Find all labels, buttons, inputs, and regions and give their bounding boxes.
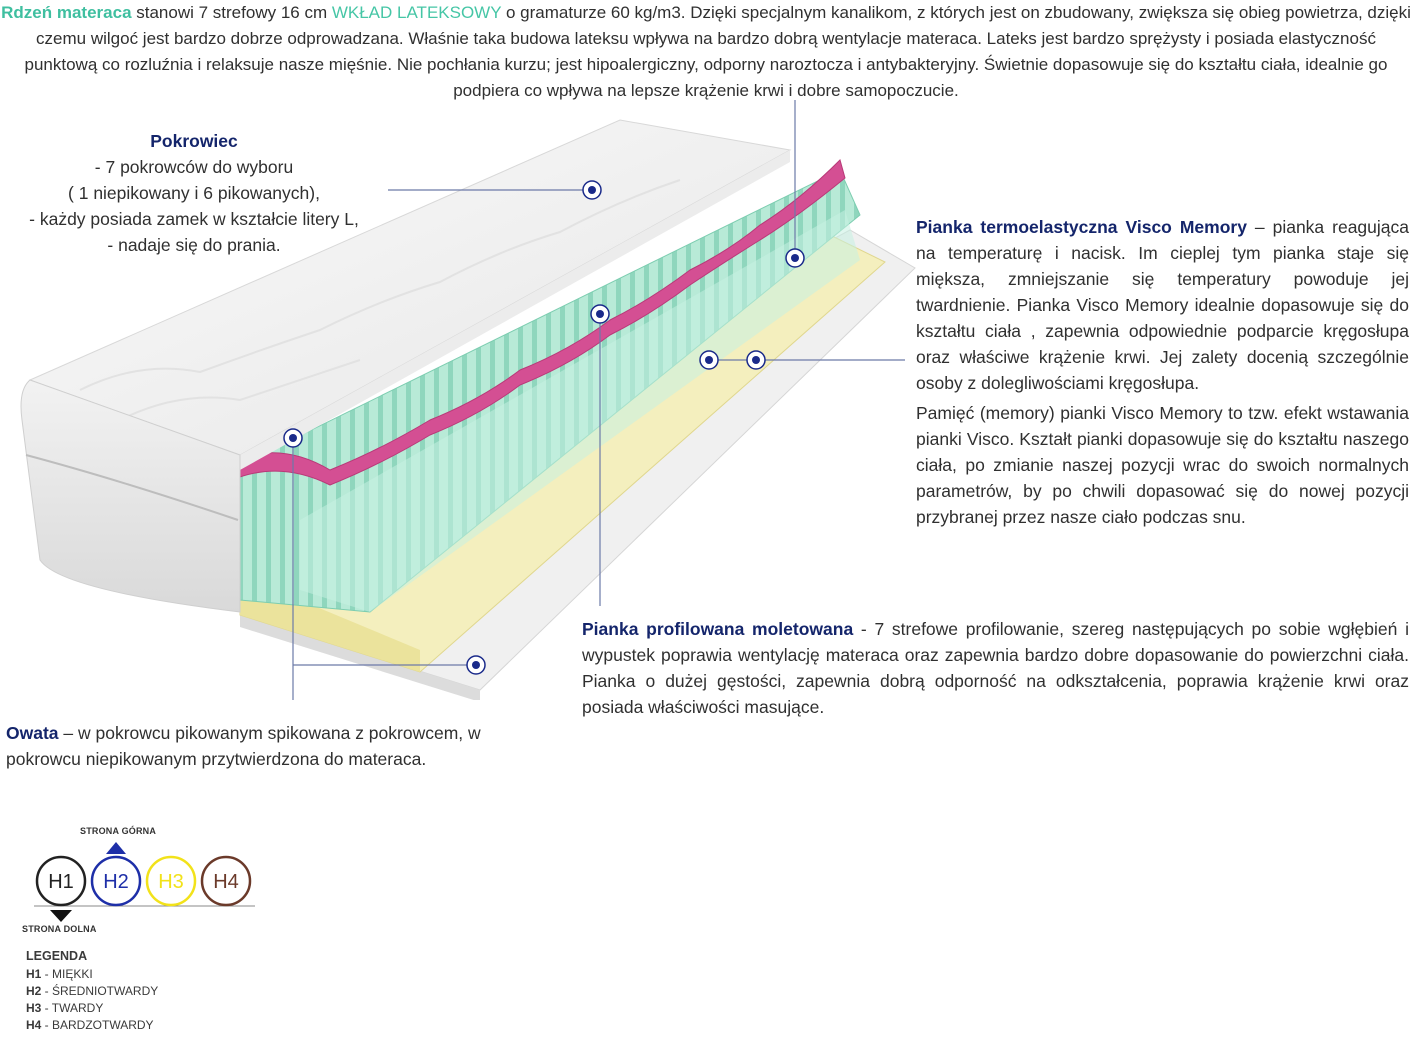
- latex-label: WKŁAD LATEKSOWY: [331, 3, 502, 22]
- intro-text-2: o gramaturze 60 kg/m3. Dzięki specjalnym kanalikom, z których jest on zbudowany, zwiększa się obieg powietrza, dzięki czemu wilgoć jest bardzo dobrze odprowadzana. Właśnie taka budowa lateksu wpływa na bardzo dobrą wentylacje materaca. Lateks jest bardzo sprężysty i posiada elastyczność punktową co rozluźnia i relaksuje nasze mięśnie. Nie pochłania kurzu; jest hipoalergiczny, odporny naroztocza i antybakteryjny. Świetnie dopasowuje się do kształtu ciała, idealnie go podpiera co wpływa na lepsze krążenie krwi i dobre samopoczucie.: [24, 3, 1411, 100]
- cover-line-4: - nadaje się do prania.: [107, 235, 281, 255]
- visco-paragraph-1: [916, 214, 1409, 396]
- circle-h2: [92, 857, 140, 905]
- circle-h3-label: H3: [158, 871, 184, 893]
- cover-title: Pokrowiec: [150, 131, 238, 151]
- wadding-description: [6, 720, 536, 772]
- cover-line-2: ( 1 niepikowany i 6 pikowanych),: [68, 183, 320, 203]
- marker-visco: [786, 249, 804, 267]
- cover-line-1: - 7 pokrowców do wyboru: [94, 157, 294, 177]
- visco-text-1: – pianka reagująca na temperaturę i nacisk. Im cieplej tym pianka staje się miększa, zmniejszanie się temperatury powoduje jej twardnienie. Pianka Visco Memory idealnie dopasowuje się do kształtu ciała , zapewnia odpowiednie podparcie kręgosłupa oraz właściwe krążenie krwi. Jej zalety docenią szczególnie osoby z dolegliwościami kręgosłupa.: [916, 217, 1409, 393]
- cover-description: [0, 128, 388, 258]
- marker-profiled: [591, 305, 609, 323]
- legend-item: H1 - MIĘKKI: [26, 967, 93, 981]
- visco-text-2: Pamięć (memory) pianki Visco Memory to tzw. efekt wstawania pianki Visco. Kształt pianki dopasowuje się do kształtu naszego ciała, po zmianie naszej pozycji wrac do swoich normalnych parametrów, by po chwili dopasować się do nowej pozycji przybranej przez nasze ciało podczas snu.: [916, 403, 1409, 527]
- circle-h4: [202, 857, 250, 905]
- visco-description: [916, 214, 1409, 530]
- wadding-title: Owata: [6, 723, 59, 743]
- legend-list: [26, 948, 158, 1034]
- marker-latex-a: [700, 351, 718, 369]
- top-side-label: STRONA GÓRNA: [80, 826, 157, 836]
- marker-cover: [583, 181, 601, 199]
- down-arrow-icon: [50, 910, 72, 922]
- circle-h4-label: H4: [213, 871, 239, 893]
- visco-title: Pianka termoelastyczna Visco Memory: [916, 217, 1247, 237]
- core-label: Rdzeń materaca: [1, 3, 132, 22]
- cover-line-3: - każdy posiada zamek w kształcie litery L,: [29, 209, 359, 229]
- legend-title: LEGENDA: [26, 949, 88, 963]
- circle-h1: [37, 857, 85, 905]
- legend-item: H2 - ŚREDNIOTWARDY: [26, 984, 159, 998]
- marker-side: [284, 429, 302, 447]
- circle-h1-label: H1: [48, 871, 74, 893]
- circle-h3: [147, 857, 195, 905]
- circle-h2-label: H2: [103, 871, 129, 893]
- profiled-title: Pianka profilowana moletowana: [582, 619, 854, 639]
- legend-item: H3 - TWARDY: [26, 1001, 104, 1015]
- legend-item: H4 - BARDZOTWARDY: [26, 1018, 154, 1032]
- intro-paragraph: [0, 0, 1412, 104]
- marker-latex-b: [747, 351, 765, 369]
- profiled-foam-description: [582, 616, 1409, 720]
- up-arrow-icon: [106, 842, 126, 854]
- marker-wadding: [467, 656, 485, 674]
- intro-text-1: stanowi 7 strefowy 16 cm: [131, 3, 332, 22]
- hardness-legend: [0, 820, 280, 1041]
- profiled-text: - 7 strefowe profilowanie, szereg następujących po sobie wgłębień i wypustek poprawia wentylację materaca oraz zapewnia bardzo dobre dopasowanie do powierzchni ciała. Pianka o dużej gęstości, zapewnia dobrą odporność na odkształcenia, poprawia krążenie krwi oraz posiada właściwości masujące.: [582, 619, 1409, 717]
- wadding-text: – w pokrowcu pikowanym spikowana z pokrowcem, w pokrowcu niepikowanym przytwierdzona do materaca.: [6, 723, 481, 769]
- bottom-side-label: STRONA DOLNA: [22, 924, 97, 934]
